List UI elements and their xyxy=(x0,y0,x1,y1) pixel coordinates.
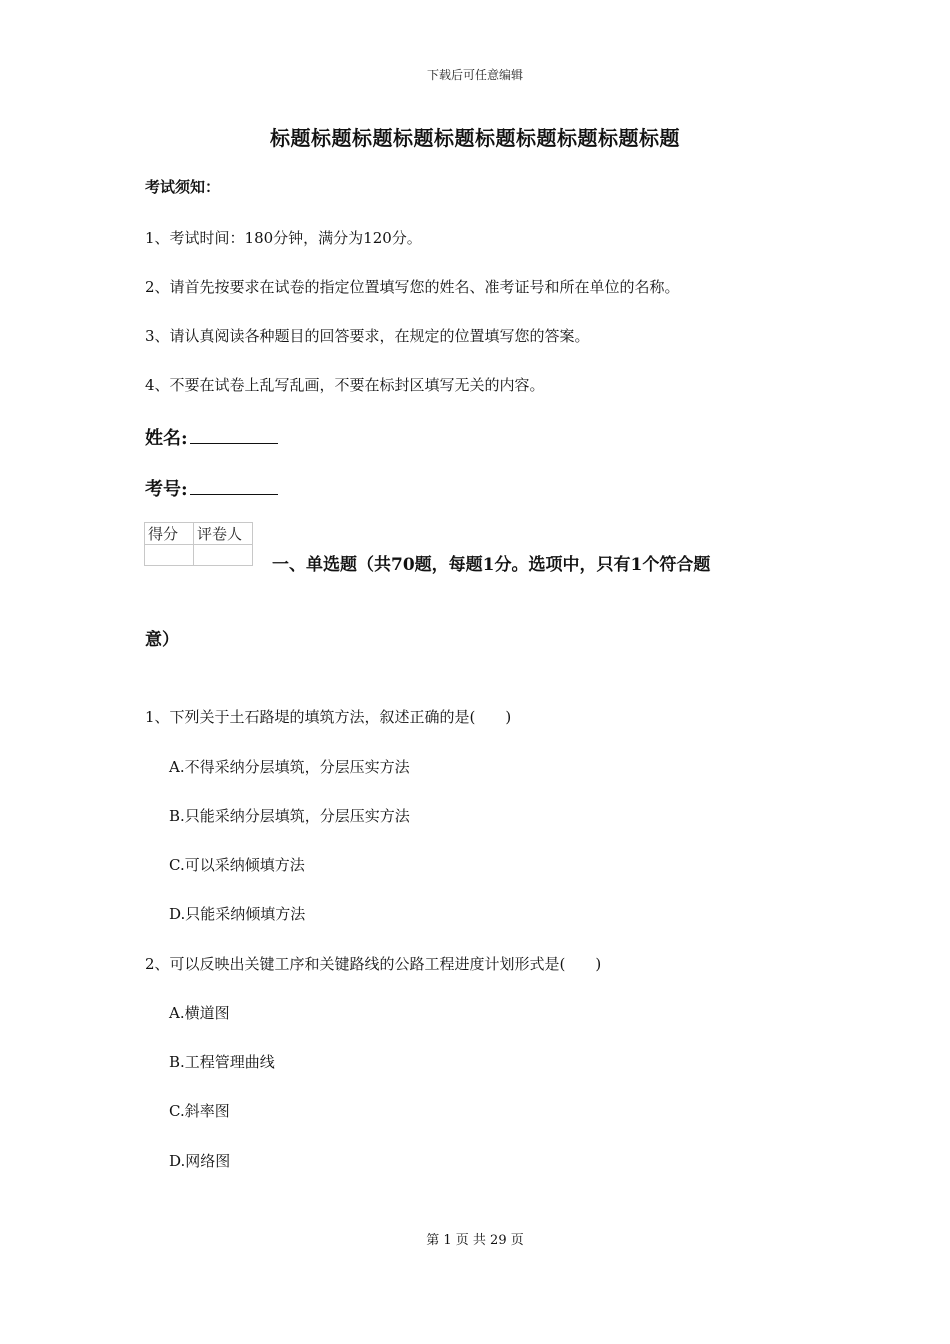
question-1-option-a: A.不得采纳分层填筑，分层压实方法 xyxy=(169,758,410,776)
question-2-option-b: B.工程管理曲线 xyxy=(169,1053,275,1071)
question-2-option-c: C.斜率图 xyxy=(169,1102,230,1120)
score-cell[interactable] xyxy=(145,545,194,566)
document-title: 标题标题标题标题标题标题标题标题标题标题 xyxy=(270,126,680,150)
score-table xyxy=(144,522,253,566)
question-1-option-b: B.只能采纳分层填筑，分层压实方法 xyxy=(169,807,410,825)
exam-id-field xyxy=(145,475,278,501)
question-2: 2、可以反映出关键工序和关键路线的公路工程进度计划形式是( ) xyxy=(145,955,602,973)
section-heading-continued: 意） xyxy=(145,630,179,650)
name-blank-line[interactable] xyxy=(190,425,278,444)
question-1-option-d: D.只能采纳倾填方法 xyxy=(169,905,306,923)
header-note: 下载后可任意编辑 xyxy=(426,68,523,82)
section-heading: 一、单选题（共70题，每题1分。选项中，只有1个符合题 xyxy=(272,555,711,575)
exam-id-label: 考号: xyxy=(145,479,188,500)
exam-id-blank-line[interactable] xyxy=(190,476,278,495)
grader-cell[interactable] xyxy=(194,545,253,566)
name-field xyxy=(145,424,278,450)
page-footer: 第 1 页 共 29 页 xyxy=(426,1233,524,1248)
question-2-option-d: D.网络图 xyxy=(169,1152,231,1170)
notice-rule-1: 1、考试时间：180分钟，满分为120分。 xyxy=(145,229,422,247)
notice-heading: 考试须知： xyxy=(145,178,221,196)
grader-header: 评卷人 xyxy=(194,523,253,545)
notice-rule-2: 2、请首先按要求在试卷的指定位置填写您的姓名、准考证号和所在单位的名称。 xyxy=(145,278,680,296)
score-header: 得分 xyxy=(145,523,194,545)
question-2-option-a: A.横道图 xyxy=(169,1004,230,1022)
question-1: 1、下列关于土石路堤的填筑方法，叙述正确的是( ) xyxy=(145,708,512,726)
notice-rule-4: 4、不要在试卷上乱写乱画，不要在标封区填写无关的内容。 xyxy=(145,376,545,394)
question-1-option-c: C.可以采纳倾填方法 xyxy=(169,856,305,874)
notice-rule-3: 3、请认真阅读各种题目的回答要求，在规定的位置填写您的答案。 xyxy=(145,327,590,345)
name-label: 姓名: xyxy=(145,428,188,449)
